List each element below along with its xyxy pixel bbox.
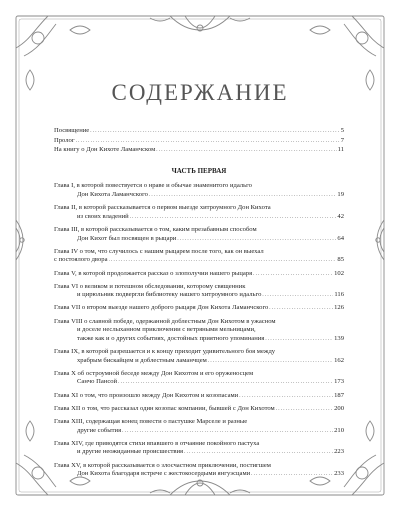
toc-entry-page: 5 (340, 127, 344, 134)
toc-entry-chapter-14[interactable] (54, 440, 344, 458)
toc-entry-page: 64 (337, 234, 344, 242)
top-center-ornament (150, 16, 250, 31)
toc-entry-title: Глава XI о том, что произошло между Дон Кихотом и козопасами (54, 391, 239, 399)
dot-leader (253, 270, 333, 280)
part-heading: ЧАСТЬ ПЕРВАЯ (171, 166, 227, 175)
left-side-ornament (16, 220, 24, 260)
dot-leader (130, 213, 337, 223)
toc-entry-page: 223 (334, 448, 344, 456)
toc-entry-page: 19 (337, 190, 344, 198)
toc-entry-title: Глава II, в которой рассказывается о первом выезде хитроумного Дон Кихота (54, 204, 271, 212)
toc-entry-page: 11 (337, 146, 344, 154)
dot-leader (251, 470, 333, 480)
toc-entry-page: 162 (334, 356, 344, 364)
toc-entry-title: На книгу о Дон Кихоте Ламанчском (54, 146, 156, 154)
toc-entry-chapter-15[interactable] (54, 462, 344, 480)
toc-entry-title: Посвящение (54, 127, 90, 134)
toc-entry-chapter-6[interactable] (54, 283, 344, 301)
toc-entry-on-the-book[interactable] (54, 146, 344, 156)
toc-entry-chapter-8[interactable] (54, 318, 344, 345)
toc-entry-chapter-1[interactable] (54, 182, 344, 200)
dot-leader (184, 448, 333, 458)
toc-entry-page: 233 (334, 470, 344, 478)
toc-entry-chapter-2[interactable] (54, 204, 344, 222)
toc-entry-dedication[interactable] (54, 127, 344, 137)
toc-entry-title: Пролог (54, 136, 75, 144)
toc-entry-page: 139 (334, 334, 344, 342)
toc-entry-page: 85 (337, 256, 344, 264)
toc-entry-page: 126 (334, 304, 344, 312)
toc-entry-title: Глава VIII о славной победе, одержанной доблестным Дон Кихотом в ужасном (54, 317, 276, 325)
dot-leader (276, 405, 333, 415)
dot-leader (109, 256, 337, 266)
toc-entry-title-cont: и цирюльник подвергли библиотеку нашего хитроумного идальго (77, 291, 262, 299)
toc-entry-title: Глава IV о том, что случилось с нашим рыцарем после того, как он выехал (54, 247, 264, 255)
toc-entry-title: Глава IX, в которой разрешается и к концу приходит удивительного боя между (54, 348, 276, 356)
toc-entry-title-cont: храбрым бискайцем и доблестным ламанчцем (77, 356, 207, 364)
toc-entry-title: Глава X об остроумной беседе между Дон Кихотом и его оруженосцем (54, 369, 254, 377)
toc-entry-title: Глава VI о великом и потешном обследовании, которому священник (54, 282, 246, 290)
toc-entry-title-cont: и доселе неслыханном приключении с ветряными мельницами, (77, 326, 256, 334)
toc-entry-title-cont: другие события (77, 426, 122, 434)
toc-entry-title-cont: Дон Кихота Ламанчского (77, 190, 148, 198)
dot-leader (122, 427, 333, 437)
toc-entry-page: 210 (334, 426, 344, 434)
toc-entry-title: Глава XIV, где приводятся стихи впавшего в отчаяние покойного пастуха (54, 439, 260, 447)
dot-leader (149, 191, 336, 201)
toc-entry-title-cont: из своих владений (77, 212, 129, 220)
corner-flourish-top-right (310, 16, 384, 90)
dot-leader (269, 304, 333, 314)
toc-entry-page: 7 (340, 136, 344, 144)
toc-entry-title: Глава I, в которой повествуется о нраве и обычае знаменитого идальго (54, 182, 252, 190)
toc-entry-title-cont: с постоялого двора (54, 256, 108, 264)
toc-entry-title-cont: также как и о других событиях, достойных приятного упоминания (77, 334, 265, 342)
toc-entry-title: Глава III, в которой рассказывается о том, каким презабавным способом (54, 225, 257, 233)
toc-entry-page: 102 (334, 269, 344, 277)
toc-entry-title-cont: Санчо Пансой (77, 378, 118, 386)
toc-entry-title: Глава XV, в которой рассказывается о злосчастном приключении, постигшем (54, 461, 271, 469)
toc-entry-chapter-9[interactable] (54, 348, 344, 366)
toc-entry-title-cont: Дон Кихота благодаря встрече с жестокосердыми янгуэсцами (77, 470, 251, 478)
right-side-ornament (376, 220, 384, 260)
toc-entry-page: 42 (337, 212, 344, 220)
toc-entry-title: Глава XIII, содержащая конец повести о пастушке Марселе и разные (54, 417, 248, 425)
toc-entry-page: 200 (334, 404, 344, 412)
dot-leader (208, 357, 333, 367)
dot-leader (262, 291, 333, 301)
dot-leader (156, 146, 336, 156)
toc-entry-chapter-12[interactable] (54, 405, 344, 415)
dot-leader (177, 235, 336, 245)
toc-entry-page: 173 (334, 378, 344, 386)
toc-entry-title-cont: Дон Кихот был посвящен в рыцари (77, 234, 177, 242)
toc-entry-title: Глава VII о втором выезде нашего доброго рыцаря Дон Кихота Ламанчского (54, 304, 269, 312)
toc-entry-chapter-5[interactable] (54, 270, 344, 280)
toc-entry-chapter-13[interactable] (54, 418, 344, 436)
toc-entry-page: 116 (334, 291, 344, 299)
toc-entry-title: Глава XII о том, что рассказал один козопас компании, бывшей с Дон Кихотом (54, 404, 275, 412)
dot-leader (265, 335, 333, 345)
table-of-contents (54, 127, 344, 480)
toc-entry-prologue[interactable] (54, 137, 344, 147)
corner-flourish-top-left (16, 16, 90, 90)
dot-leader (90, 127, 340, 137)
toc-entry-chapter-11[interactable] (54, 392, 344, 402)
toc-entry-page: 187 (334, 391, 344, 399)
toc-entry-chapter-4[interactable] (54, 248, 344, 266)
page-title: СОДЕРЖАНИЕ (111, 80, 289, 105)
dot-leader (118, 378, 333, 388)
dot-leader (76, 137, 340, 147)
toc-entry-chapter-3[interactable] (54, 226, 344, 244)
toc-entry-title-cont: и другие неожиданные происшествия (77, 448, 184, 456)
toc-entry-title: Глава V, в которой продолжается рассказ о злополучии нашего рыцаря (54, 269, 253, 277)
dot-leader (239, 392, 333, 402)
toc-entry-chapter-10[interactable] (54, 370, 344, 388)
bottom-center-ornament (150, 480, 250, 495)
toc-entry-chapter-7[interactable] (54, 304, 344, 314)
